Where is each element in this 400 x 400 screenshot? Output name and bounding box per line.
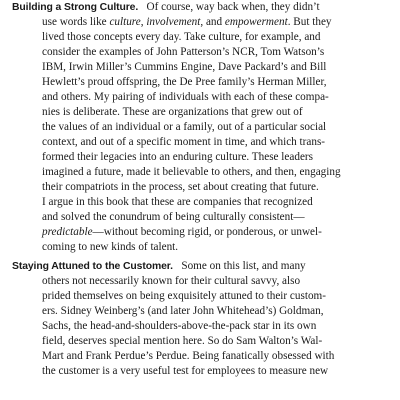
text-line: I argue in this book that these are companies that recognized: [42, 196, 313, 208]
text-line: field, deserves special mention here. So do Sam Walton’s Wal-: [42, 335, 323, 347]
text-line: nies is deliberate. These are organizations that grew out of: [42, 106, 303, 118]
text-line: prided themselves on being exquisitely attuned to their custom-: [42, 290, 326, 302]
text-line: Mart and Frank Perdue’s Perdue. Being fanatically obsessed with: [42, 350, 335, 362]
text-line: use words like culture, involvement, and empowerment. But they: [42, 16, 332, 28]
section-heading: Staying Attuned to the Customer.: [12, 261, 173, 272]
text-line: context, and out of a specific moment in time, and which trans-: [42, 136, 326, 148]
text-line: lived those concepts every day. Take culture, for example, and: [42, 31, 321, 43]
paragraph-first-line-text: Some on this list, and many: [181, 260, 306, 272]
text-line: formed their legacies into an enduring culture. These leaders: [42, 151, 313, 163]
text-line: coming to new kinds of talent.: [42, 241, 179, 253]
paragraph-body: [12, 274, 384, 379]
paragraph-first-line: [12, 0, 384, 15]
paragraph-first-line: [12, 259, 384, 274]
text-line: the values of an individual or a family, out of a particular social: [42, 121, 327, 133]
text-line: ers. Sidney Weinberg’s (and later John Whitehead’s) Goldman,: [42, 305, 324, 317]
text-line: Sachs, the head-and-shoulders-above-the-pack star in its own: [42, 320, 317, 332]
text-line: predictable—without becoming rigid, or ponderous, or unwel-: [42, 226, 322, 238]
text-line: IBM, Irwin Miller’s Cummins Engine, Dave Packard’s and Bill: [42, 61, 327, 73]
paragraph-first-line-text: Of course, way back when, they didn’t: [146, 1, 320, 13]
paragraph-body: [12, 15, 384, 255]
text-line: the customer is a very useful test for employees to measure new: [42, 365, 329, 377]
emphasis-text: culture: [109, 16, 141, 28]
section-heading: Building a Strong Culture.: [12, 2, 139, 13]
emphasis-text: empowerment: [224, 16, 288, 28]
text-line: Hewlett’s proud offspring, the De Pree family’s Herman Miller,: [42, 76, 327, 88]
text-line: consider the examples of John Patterson’s NCR, Tom Watson’s: [42, 46, 325, 58]
paragraph-building-culture: [12, 0, 384, 255]
text-line: others not necessarily known for their cultural savvy, also: [42, 275, 301, 287]
text-line: imagined a future, made it believable to others, and then, engaging: [42, 166, 341, 178]
text-line: and others. My pairing of individuals with each of these compa-: [42, 91, 329, 103]
emphasis-text: involvement: [146, 16, 201, 28]
paragraph-customer-attunement: [12, 259, 384, 379]
text-line: their compatriots in the process, set about creating that future.: [42, 181, 319, 193]
emphasis-text: predictable: [42, 226, 93, 238]
text-line: and solved the conundrum of being culturally consistent—: [42, 211, 305, 223]
